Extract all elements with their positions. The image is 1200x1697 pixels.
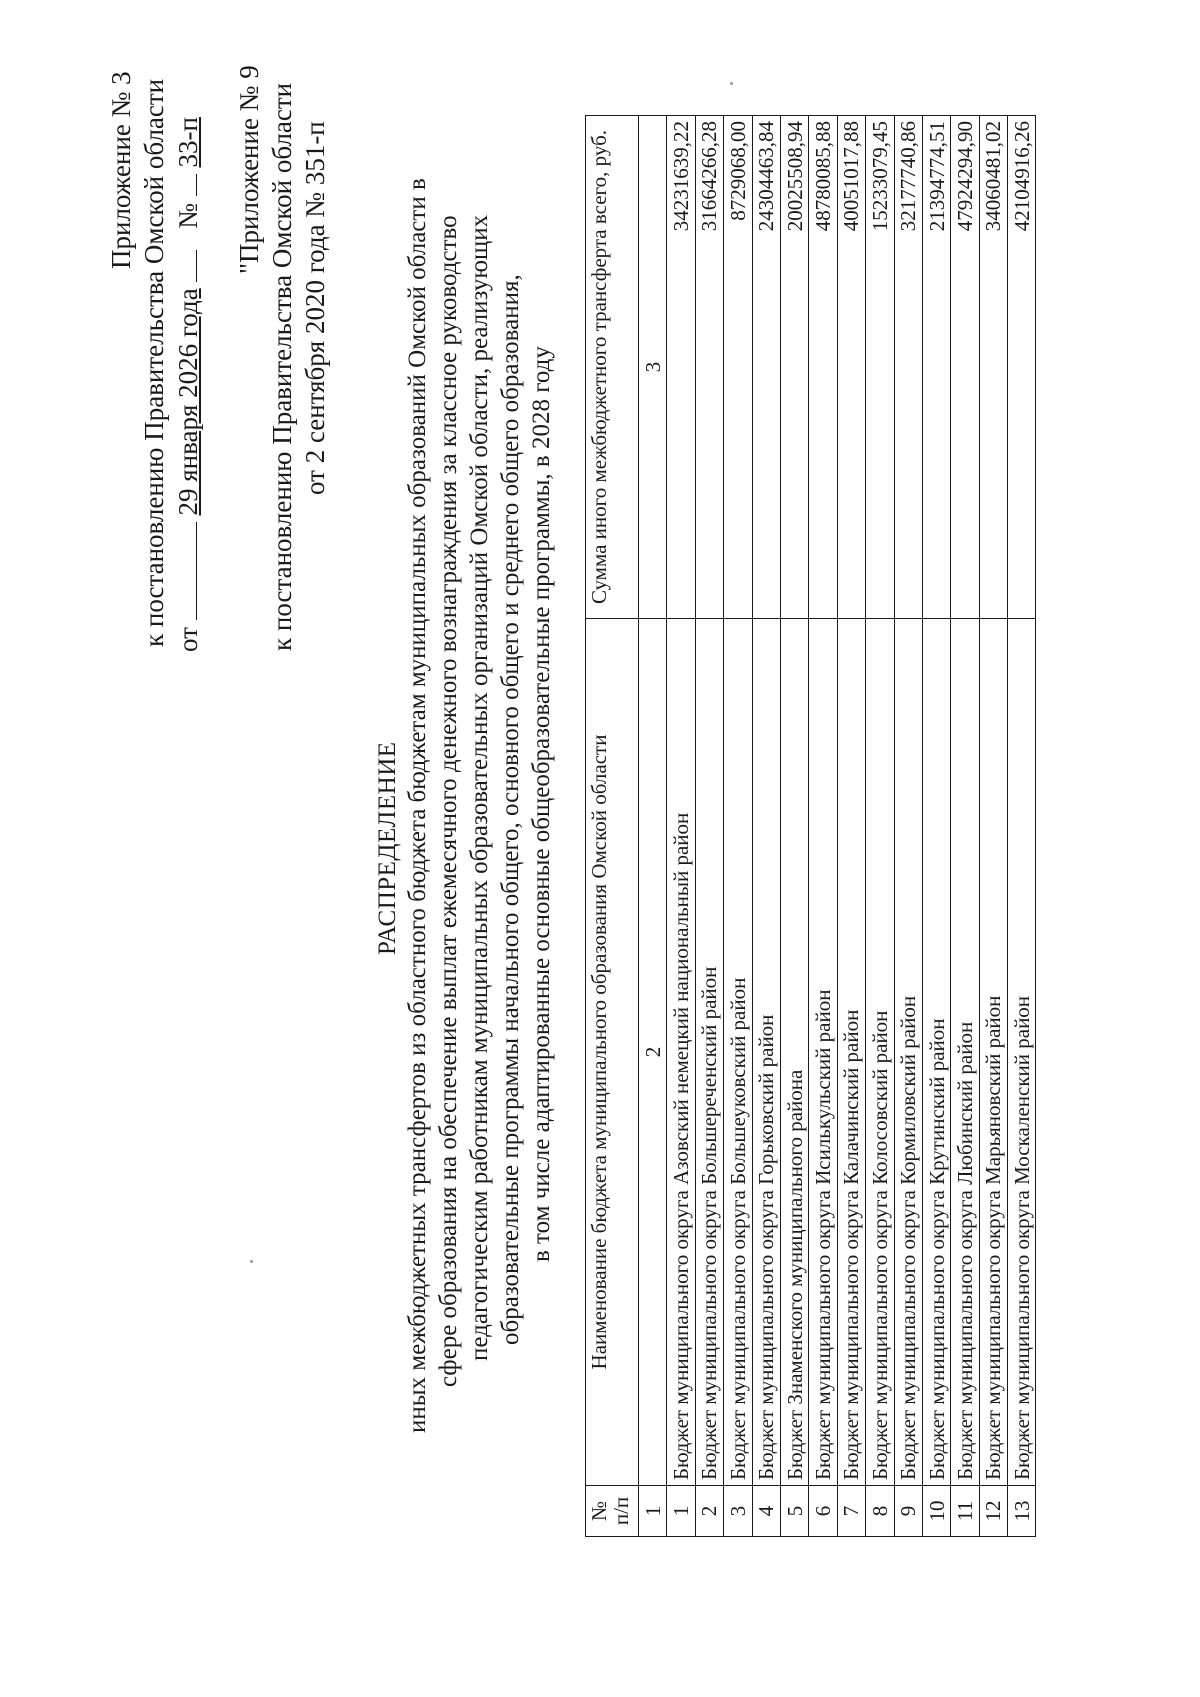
table-row — [951, 116, 979, 1537]
number-prefix: № — [173, 203, 203, 229]
row-number: 8 — [866, 1486, 894, 1537]
date-blank — [174, 522, 197, 620]
resolution-date-line — [174, 117, 202, 652]
row-budget-name: Бюджет муниципального округа Любинский район — [951, 619, 979, 1486]
title-line-3: педагогическим работникам муниципальных образовательных организаций Омской области, реализующих — [466, 214, 493, 1361]
row-amount: 15233079,45 — [866, 116, 894, 619]
row-number: 7 — [837, 1486, 865, 1537]
appendix-number: Приложение № 3 — [106, 71, 136, 269]
document-heading: РАСПРЕДЕЛЕНИЕ — [374, 741, 401, 955]
table-row — [922, 116, 950, 1537]
title-line-1: иных межбюджетных трансфертов из областного бюджета бюджетам муниципальных образований Омской области в — [404, 178, 431, 1433]
previous-resolution-reference: к постановлению Правительства Омской области — [267, 82, 297, 651]
resolution-reference: к постановлению Правительства Омской области — [139, 78, 169, 647]
title-line-4: образовательные программы начального общего, основного общего и среднего общего образования, — [497, 274, 524, 1345]
row-number: 11 — [951, 1486, 979, 1537]
row-amount: 32177740,86 — [894, 116, 922, 619]
row-amount: 42104916,26 — [1008, 116, 1036, 619]
table-row — [894, 116, 922, 1537]
resolution-number: 33-п — [173, 117, 203, 168]
row-budget-name: Бюджет Знаменского муниципального района — [780, 619, 808, 1486]
row-budget-name: Бюджет муниципального округа Исилькульский район — [809, 619, 837, 1486]
row-budget-name: Бюджет муниципального округа Калачинский район — [837, 619, 865, 1486]
table-row — [979, 116, 1007, 1537]
title-line-5: в том числе адаптированные основные общеобразовательные программы, в 2028 году — [528, 346, 555, 1262]
row-number: 12 — [979, 1486, 1007, 1537]
title-line-2: сфере образования на обеспечение выплат ежемесячного денежного вознаграждения за классное руководство — [435, 215, 462, 1387]
row-amount: 40051017,88 — [837, 116, 865, 619]
row-budget-name: Бюджет муниципального округа Большеуковский район — [724, 619, 752, 1486]
number-blank — [174, 174, 197, 196]
scan-speck — [250, 1260, 253, 1263]
row-amount: 20025508,94 — [780, 116, 808, 619]
column-header-number: № п/п — [586, 1486, 639, 1537]
table-row — [1008, 116, 1036, 1537]
table-row — [780, 116, 808, 1537]
column-index-cell: 1 — [639, 1486, 667, 1537]
previous-appendix-number: "Приложение № 9 — [234, 65, 264, 274]
row-amount: 24304463,84 — [752, 116, 780, 619]
date-blank-tail — [174, 250, 197, 282]
table-row — [809, 116, 837, 1537]
table-row — [695, 116, 723, 1537]
row-amount: 8729068,00 — [724, 116, 752, 619]
row-budget-name: Бюджет муниципального округа Большереченский район — [695, 619, 723, 1486]
row-number: 4 — [752, 1486, 780, 1537]
row-amount: 21394774,51 — [922, 116, 950, 619]
row-number: 9 — [894, 1486, 922, 1537]
row-budget-name: Бюджет муниципального округа Горьковский район — [752, 619, 780, 1486]
table-row — [724, 116, 752, 1537]
table-header-row — [586, 116, 639, 1537]
row-amount: 34060481,02 — [979, 116, 1007, 619]
row-budget-name: Бюджет муниципального округа Кормиловский район — [894, 619, 922, 1486]
row-amount: 47924294,90 — [951, 116, 979, 619]
table-row — [752, 116, 780, 1537]
row-budget-name: Бюджет муниципального округа Колосовский район — [866, 619, 894, 1486]
row-amount: 48780085,88 — [809, 116, 837, 619]
date-prefix: от — [173, 627, 203, 652]
row-amount: 34231639,22 — [667, 116, 695, 619]
row-number: 6 — [809, 1486, 837, 1537]
scan-speck — [730, 82, 733, 85]
column-header-amount: Сумма иного межбюджетного трансферта всего, руб. — [586, 116, 639, 619]
table-row — [866, 116, 894, 1537]
row-number: 2 — [695, 1486, 723, 1537]
column-index-cell: 3 — [639, 116, 667, 619]
row-number: 3 — [724, 1486, 752, 1537]
row-number: 13 — [1008, 1486, 1036, 1537]
row-budget-name: Бюджет муниципального округа Азовский немецкий национальный район — [667, 619, 695, 1486]
distribution-table — [585, 115, 1036, 1537]
column-index-cell: 2 — [639, 619, 667, 1486]
row-budget-name: Бюджет муниципального округа Крутинский район — [922, 619, 950, 1486]
row-budget-name: Бюджет муниципального округа Марьяновский район — [979, 619, 1007, 1486]
row-budget-name: Бюджет муниципального округа Москаленский район — [1008, 619, 1036, 1486]
column-index-row — [639, 116, 667, 1537]
row-number: 1 — [667, 1486, 695, 1537]
previous-resolution-date: от 2 сентября 2020 года № 351-п — [300, 121, 330, 495]
row-number: 10 — [922, 1486, 950, 1537]
column-header-name: Наименование бюджета муниципального образования Омской области — [586, 619, 639, 1486]
row-number: 5 — [780, 1486, 808, 1537]
row-amount: 31664266,28 — [695, 116, 723, 619]
resolution-date: 29 января 2026 года — [173, 288, 203, 516]
table-row — [667, 116, 695, 1537]
table-row — [837, 116, 865, 1537]
